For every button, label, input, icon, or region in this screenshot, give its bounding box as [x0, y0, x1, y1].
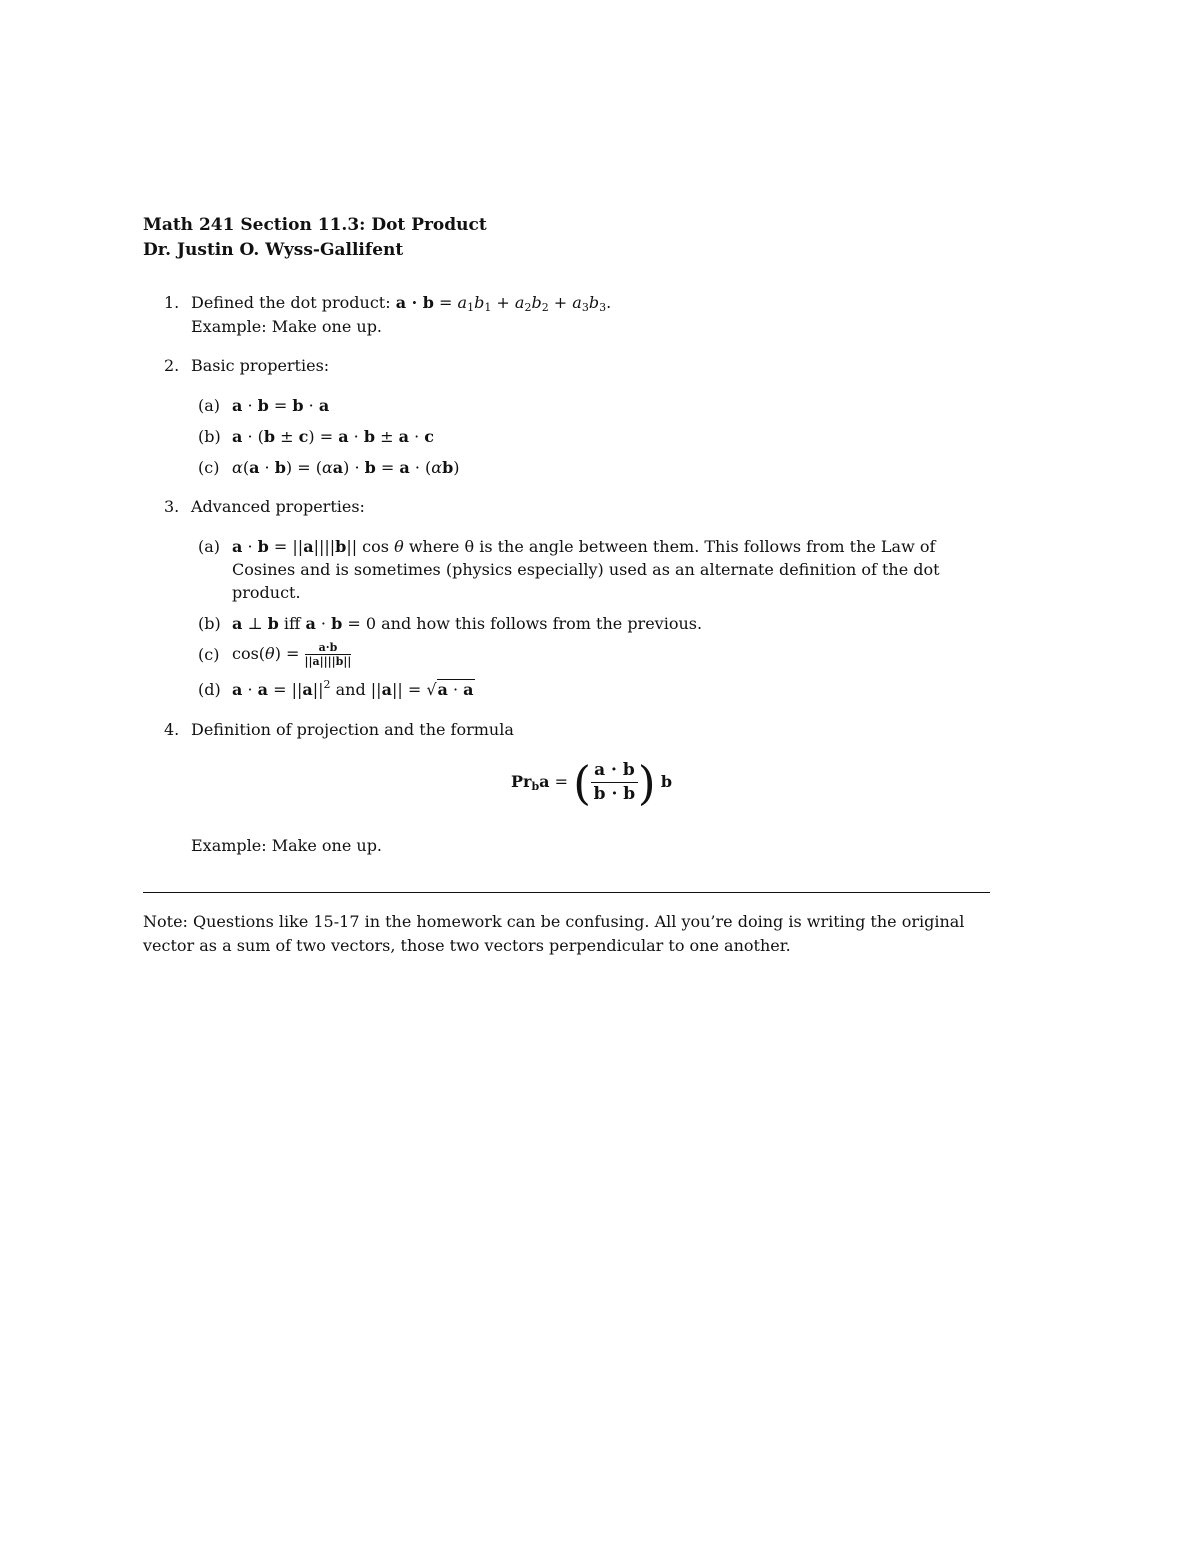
item-1-example: Example: Make one up.	[191, 317, 383, 336]
property-norm: $a \cdot a = ||a||^2$ and ||a|| = √a · a	[232, 678, 474, 699]
document-title: Math 241 Section 11.3: Dot Product	[143, 215, 487, 235]
item-number: 1.	[164, 293, 180, 312]
item-number: 2.	[164, 356, 180, 375]
item-4-example: Example: Make one up.	[191, 836, 383, 855]
cosine-fraction: $\frac{a\cdot b}{||a||||b||}$	[304, 641, 352, 668]
subitem-label: (d)	[198, 680, 221, 699]
item-2-text: Basic properties:	[191, 356, 330, 375]
document-author: Dr. Justin O. Wyss-Gallifent	[143, 240, 404, 260]
item-1-text: Defined the dot product: $a \cdot b = a_1b_1 + a_2b_2 + a_3b_3$.	[191, 293, 612, 314]
property-scalar: α(a · b) = (αa) · b = a · (αb)	[232, 458, 460, 477]
property-angle-line-1: a · b = ||a||||b|| cos θ where θ is the angle between them. This follows from the Law of	[232, 537, 936, 556]
subitem-label: (b)	[198, 427, 221, 446]
section-divider	[143, 892, 990, 893]
subitem-label: (c)	[198, 645, 220, 664]
subitem-label: (a)	[198, 537, 221, 556]
item-number: 3.	[164, 497, 180, 516]
item-3-text: Advanced properties:	[191, 497, 365, 516]
property-angle-line-2: Cosines and is sometimes (physics especially) used as an alternate definition of the dot	[232, 560, 940, 579]
note-line-2: vector as a sum of two vectors, those two vectors perpendicular to one another.	[143, 936, 791, 955]
projection-formula: $Pr_ba$ = ( $\frac{a \cdot b}{b \cdot b}$ ) b	[511, 755, 672, 810]
property-perpendicular: a ⊥ b iff a · b = 0 and how this follows from the previous.	[232, 614, 703, 633]
subitem-label: (b)	[198, 614, 221, 633]
item-number: 4.	[164, 720, 180, 739]
property-distributive: a · (b ± c) = a · b ± a · c	[232, 427, 435, 446]
property-angle-line-3: product.	[232, 583, 301, 602]
note-line-1: Note: Questions like 15-17 in the homework can be confusing. All you’re doing is writing the original	[143, 912, 965, 931]
property-commutative: a · b = b · a	[232, 396, 330, 415]
property-cosine: cos(θ) = $\frac{a\cdot b}{||a||||b||}$	[232, 641, 352, 668]
projection-fraction: $\frac{a \cdot b}{b \cdot b}$	[591, 762, 638, 803]
subitem-label: (a)	[198, 396, 221, 415]
subitem-label: (c)	[198, 458, 220, 477]
item-4-text: Definition of projection and the formula	[191, 720, 514, 739]
